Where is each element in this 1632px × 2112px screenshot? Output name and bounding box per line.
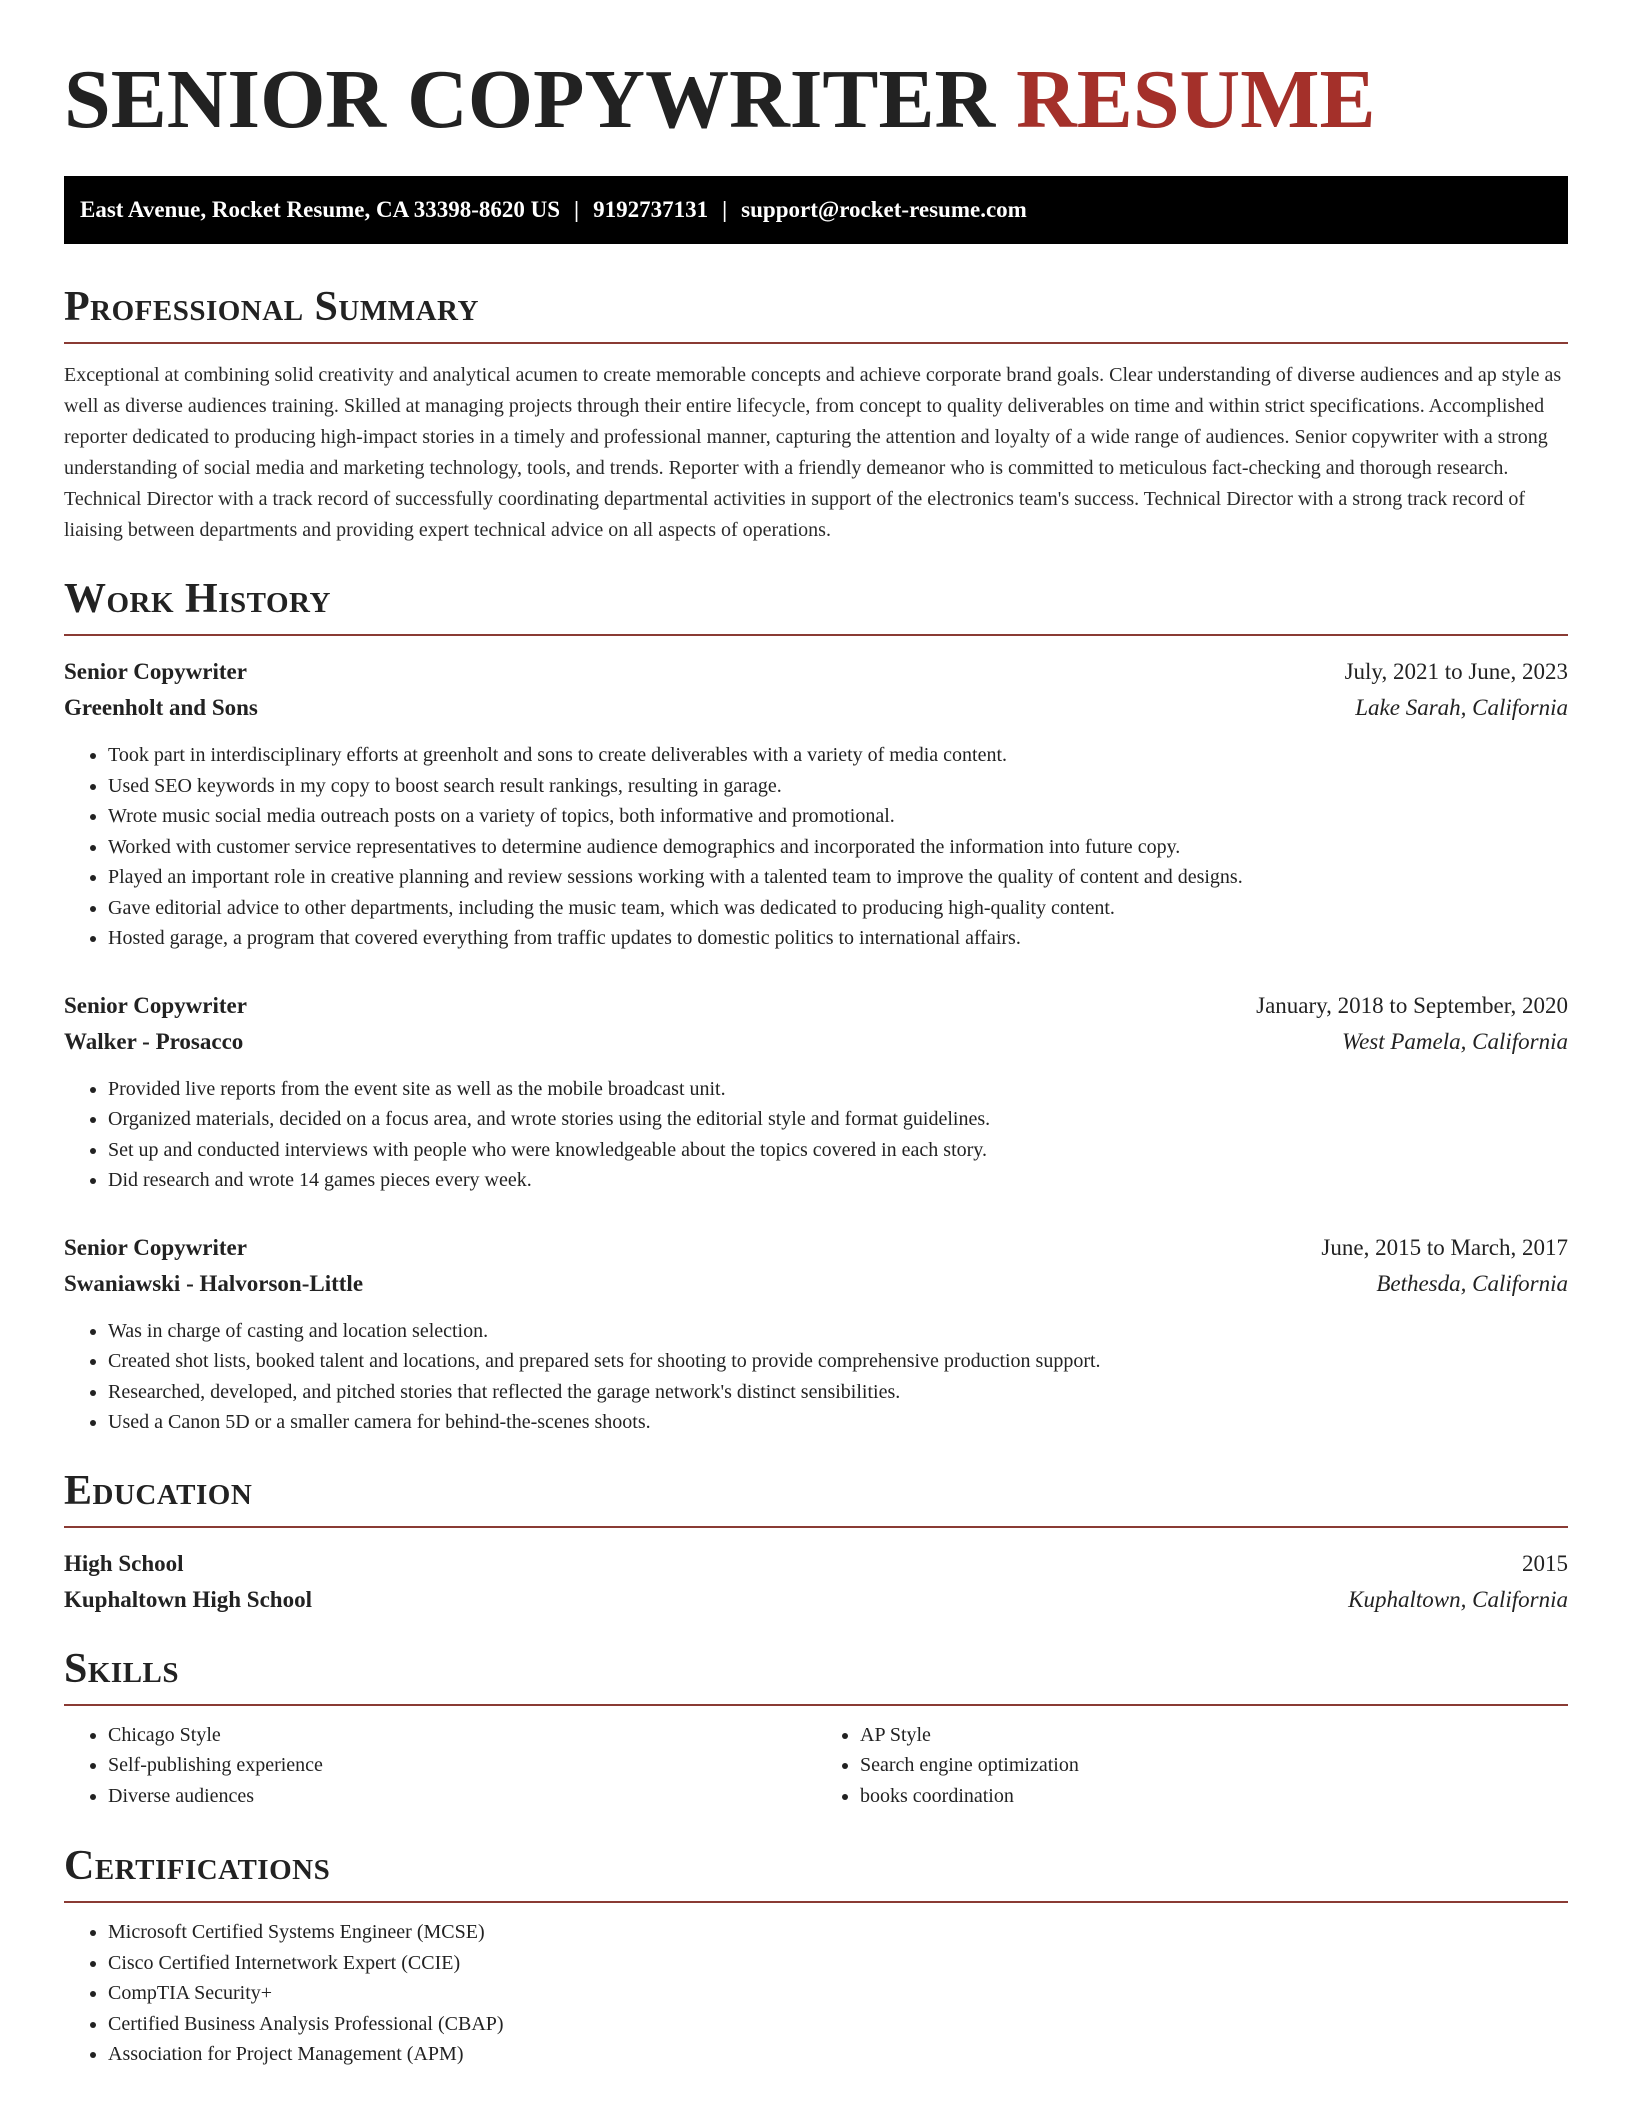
job-entry [64, 654, 1568, 954]
job-location: West Pamela, California [1342, 1028, 1568, 1054]
job-bullet: • Was in charge of casting and location selection. [108, 1316, 1568, 1347]
job-bullet: • Worked with customer service representatives to determine audience demographics and incorporated the information into future copy. [108, 832, 1568, 863]
job-company: Swaniawski - Halvorson-Little [64, 1270, 364, 1296]
education-school: Kuphaltown High School [64, 1586, 312, 1612]
skill-item: • books coordination [860, 1781, 1568, 1812]
certifications-list [64, 1917, 1568, 2070]
job-company-row [64, 1266, 1568, 1302]
job-company: Greenholt and Sons [64, 695, 258, 720]
contact-separator: | [574, 197, 580, 222]
job-bullet: • Hosted garage, a program that covered everything from traffic updates to domestic politics to international affairs. [108, 923, 1568, 954]
job-bullets [64, 740, 1568, 954]
work-history-section [64, 578, 1568, 1438]
skill-item: • AP Style [860, 1720, 1568, 1751]
title-main: SENIOR COPYWRITER [64, 53, 996, 146]
contact-address: East Avenue, Rocket Resume, CA 33398-8620 US [80, 197, 561, 222]
job-entry [64, 988, 1568, 1196]
job-header-row [64, 654, 1568, 690]
job-title: Senior Copywriter [64, 659, 247, 684]
job-bullet: • Used SEO keywords in my copy to boost search result rankings, resulting in garage. [108, 771, 1568, 802]
job-location: Lake Sarah, California [1355, 695, 1568, 720]
job-bullet: • Used a Canon 5D or a smaller camera for behind-the-scenes shoots. [108, 1407, 1568, 1438]
job-dates: July, 2021 to June, 2023 [1344, 659, 1568, 684]
section-heading-skills: Skills [64, 1648, 1568, 1706]
contact-bar [64, 176, 1568, 244]
education-year: 2015 [1522, 1550, 1568, 1576]
section-heading-work: Work History [64, 578, 1568, 636]
title-accent: RESUME [1016, 53, 1376, 146]
job-bullet: • Played an important role in creative planning and review sessions working with a talented team to improve the quality of content and designs. [108, 862, 1568, 893]
job-bullet: • Set up and conducted interviews with people who were knowledgeable about the topics covered in each story. [108, 1135, 1568, 1166]
job-bullet: • Created shot lists, booked talent and locations, and prepared sets for shooting to provide comprehensive production support. [108, 1346, 1568, 1377]
education-school-row [64, 1582, 1568, 1618]
skill-item: • Diverse audiences [108, 1781, 816, 1812]
job-company: Walker - Prosacco [64, 1028, 244, 1054]
contact-separator: | [722, 197, 728, 222]
skill-item: • Search engine optimization [860, 1750, 1568, 1781]
job-title: Senior Copywriter [64, 1234, 247, 1260]
certifications-section [64, 1845, 1568, 2070]
job-bullet: • Provided live reports from the event site as well as the mobile broadcast unit. [108, 1074, 1568, 1105]
skills-columns [64, 1720, 1568, 1812]
section-heading-certifications: Certifications [64, 1845, 1568, 1903]
skills-section [64, 1645, 1568, 1812]
resume-title [64, 0, 1568, 146]
job-header-row [64, 1230, 1568, 1266]
education-header-row [64, 1546, 1568, 1582]
skills-list-right [816, 1720, 1568, 1812]
education-section [64, 1467, 1568, 1618]
education-degree: High School [64, 1550, 184, 1576]
section-heading-education: Education [64, 1470, 1568, 1528]
certification-item: • CompTIA Security+ [108, 1978, 1568, 2009]
job-bullet: • Wrote music social media outreach posts on a variety of topics, both informative and promotional. [108, 801, 1568, 832]
job-entry [64, 1230, 1568, 1438]
summary-text: Exceptional at combining solid creativity and analytical acumen to create memorable concepts and achieve corporate brand goals. Clear understanding of diverse audiences and ap style as well as diverse audiences training. Skilled at managing projects through their entire lifecycle, from concept to quality deliverables on time and within strict specifications. Accomplished reporter dedicated to producing high-impact stories in a timely and professional manner, capturing the attention and loyalty of a wide range of audiences. Senior copywriter with a strong understanding of social media and marketing technology, tools, and trends. Reporter with a friendly demeanor who is committed to meticulous fact-checking and thorough research. Technical Director with a track record of successfully coordinating departmental activities in support of the electronics team's success. Technical Director with a strong track record of liaising between departments and providing expert technical advice on all aspects of operations. [64, 364, 1562, 541]
job-company-row [64, 1024, 1568, 1060]
job-bullets [64, 1074, 1568, 1196]
education-location: Kuphaltown, California [1348, 1586, 1568, 1612]
skill-item: • Self-publishing experience [108, 1750, 816, 1781]
skill-item: • Chicago Style [108, 1720, 816, 1751]
summary-section [64, 286, 1568, 546]
certification-item: • Association for Project Management (APM) [108, 2039, 1568, 2070]
job-bullets [64, 1316, 1568, 1438]
certification-item: • Microsoft Certified Systems Engineer (MCSE) [108, 1917, 1568, 1948]
certification-item: • Certified Business Analysis Professional (CBAP) [108, 2009, 1568, 2040]
job-company-row [64, 690, 1568, 726]
certification-item: • Cisco Certified Internetwork Expert (CCIE) [108, 1948, 1568, 1979]
contact-email[interactable]: support@rocket-resume.com [741, 197, 1027, 222]
job-bullet: • Did research and wrote 14 games pieces every week. [108, 1165, 1568, 1196]
section-heading-summary: Professional Summary [64, 286, 1568, 344]
job-bullet: • Gave editorial advice to other departments, including the music team, which was dedicated to producing high-quality content. [108, 893, 1568, 924]
job-dates: January, 2018 to September, 2020 [1256, 992, 1568, 1018]
job-bullet: • Took part in interdisciplinary efforts at greenholt and sons to create deliverables with a variety of media content. [108, 740, 1568, 771]
job-bullet: • Researched, developed, and pitched stories that reflected the garage network's distinct sensibilities. [108, 1377, 1568, 1408]
contact-phone[interactable]: 9192737131 [593, 197, 709, 222]
education-entry [64, 1546, 1568, 1618]
job-header-row [64, 988, 1568, 1024]
skills-list-left [64, 1720, 816, 1812]
job-location: Bethesda, California [1376, 1270, 1568, 1296]
job-title: Senior Copywriter [64, 992, 247, 1018]
job-dates: June, 2015 to March, 2017 [1321, 1234, 1568, 1260]
job-bullet: • Organized materials, decided on a focus area, and wrote stories using the editorial style and format guidelines. [108, 1104, 1568, 1135]
